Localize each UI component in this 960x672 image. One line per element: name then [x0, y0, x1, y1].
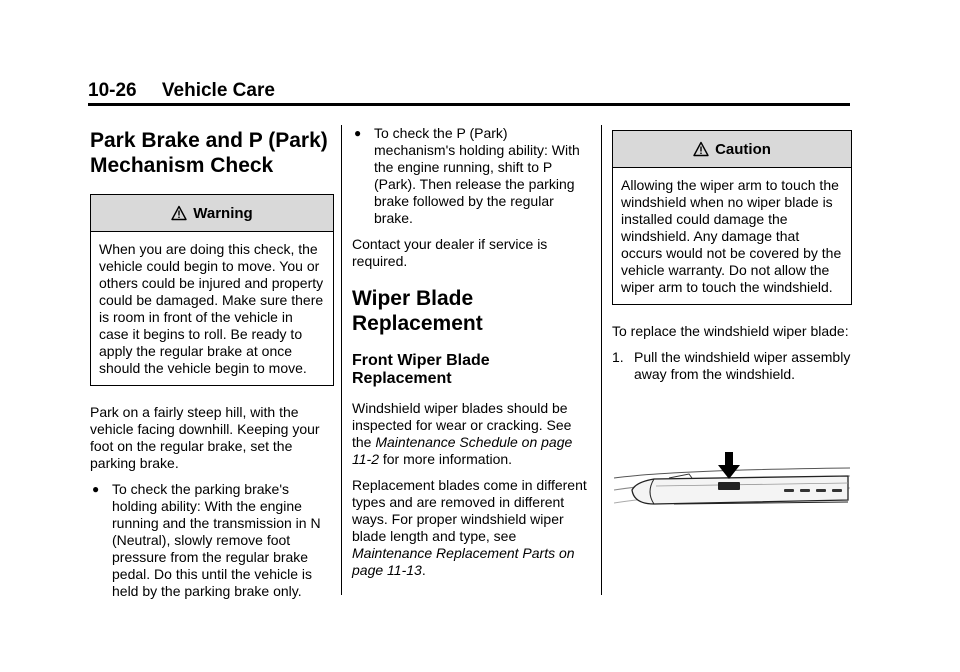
- caution-header: [613, 131, 851, 168]
- maintenance-schedule-link[interactable]: Maintenance Schedule on page 11-2: [352, 434, 573, 467]
- header-rule: [88, 103, 850, 106]
- park-intro: Park on a fairly steep hill, with the vehicle facing downhill. Keeping your foot on the regular brake, set the parking brake.: [90, 404, 320, 471]
- warning-header: [91, 195, 333, 232]
- inspect-paragraph: [352, 400, 592, 468]
- list-item: [90, 481, 334, 600]
- column-1: [90, 128, 334, 609]
- caution-box: [612, 130, 852, 305]
- dealer-text: Contact your dealer if service is required.: [352, 236, 548, 269]
- inspect-text-end: for more information.: [378, 451, 513, 467]
- page-header: [88, 80, 275, 102]
- bullet-text: To check the P (Park) mechanism's holding ability: With the engine running, shift to P (Park). Then release the parking brake followed by the regular brake.: [374, 125, 580, 226]
- inspect-text: Windshield wiper blades should be inspected for wear or cracking. See the: [352, 400, 572, 450]
- types-text: Replacement blades come in different types and are removed in different ways. For proper windshield wiper blade length and type, see: [352, 477, 587, 544]
- types-text-end: .: [421, 562, 426, 578]
- column-3: [612, 130, 852, 383]
- column-divider-2: [601, 125, 602, 595]
- warning-body: When you are doing this check, the vehicle could begin to move. You or others could be injured and property could be damaged. Make sure there is room in front of the vehicle in case it begins to roll. Be ready to apply the regular brake at once should the vehicle begin to move.: [99, 241, 324, 376]
- warning-box: [90, 194, 334, 386]
- park-brake-heading: [90, 128, 334, 178]
- wiper-arm-illustration: [614, 448, 850, 518]
- caution-title: Caution: [715, 140, 771, 158]
- column-divider-1: [341, 125, 342, 595]
- bullet-icon: ●: [92, 482, 100, 496]
- bullet-icon: ●: [354, 126, 362, 140]
- bullet-text: To check the parking brake's holding ability: With the engine running and the transmission in N (Neutral), slowly remove foot pressure from the regular brake pedal. Do this until the vehicle is held by the parking brake only.: [112, 481, 321, 599]
- arrow-down-icon: [718, 452, 740, 479]
- page-number: 10-26: [88, 80, 137, 101]
- subheading-line-2: Replacement: [352, 370, 452, 387]
- wiper-heading: Wiper Blade Replacement: [352, 287, 483, 335]
- replacement-parts-link[interactable]: Maintenance Replacement Parts on page 11-13: [352, 545, 575, 578]
- step-number: 1.: [612, 349, 624, 365]
- list-item: [352, 125, 592, 227]
- replace-intro: To replace the windshield wiper blade:: [612, 323, 849, 339]
- step-text: Pull the windshield wiper assembly away from the windshield.: [634, 349, 851, 382]
- warning-triangle-icon: [171, 205, 187, 221]
- heading-line-1: Park Brake and P (Park): [90, 129, 328, 152]
- caution-triangle-icon: [693, 141, 709, 157]
- list-item: [612, 349, 852, 383]
- warning-title: Warning: [193, 204, 253, 222]
- front-wiper-heading: [352, 352, 592, 388]
- heading-line-2: Mechanism Check: [90, 154, 274, 177]
- types-paragraph: [352, 477, 592, 579]
- section-title: Vehicle Care: [161, 80, 275, 101]
- caution-body: Allowing the wiper arm to touch the windshield when no wiper blade is installed could damage the windshield. Any damage that occurs would not be covered by the vehicle warranty. Do not allow the wiper arm to touch the windshield.: [621, 177, 842, 295]
- subheading-line-1: Front Wiper Blade: [352, 352, 490, 369]
- column-2: [352, 125, 592, 588]
